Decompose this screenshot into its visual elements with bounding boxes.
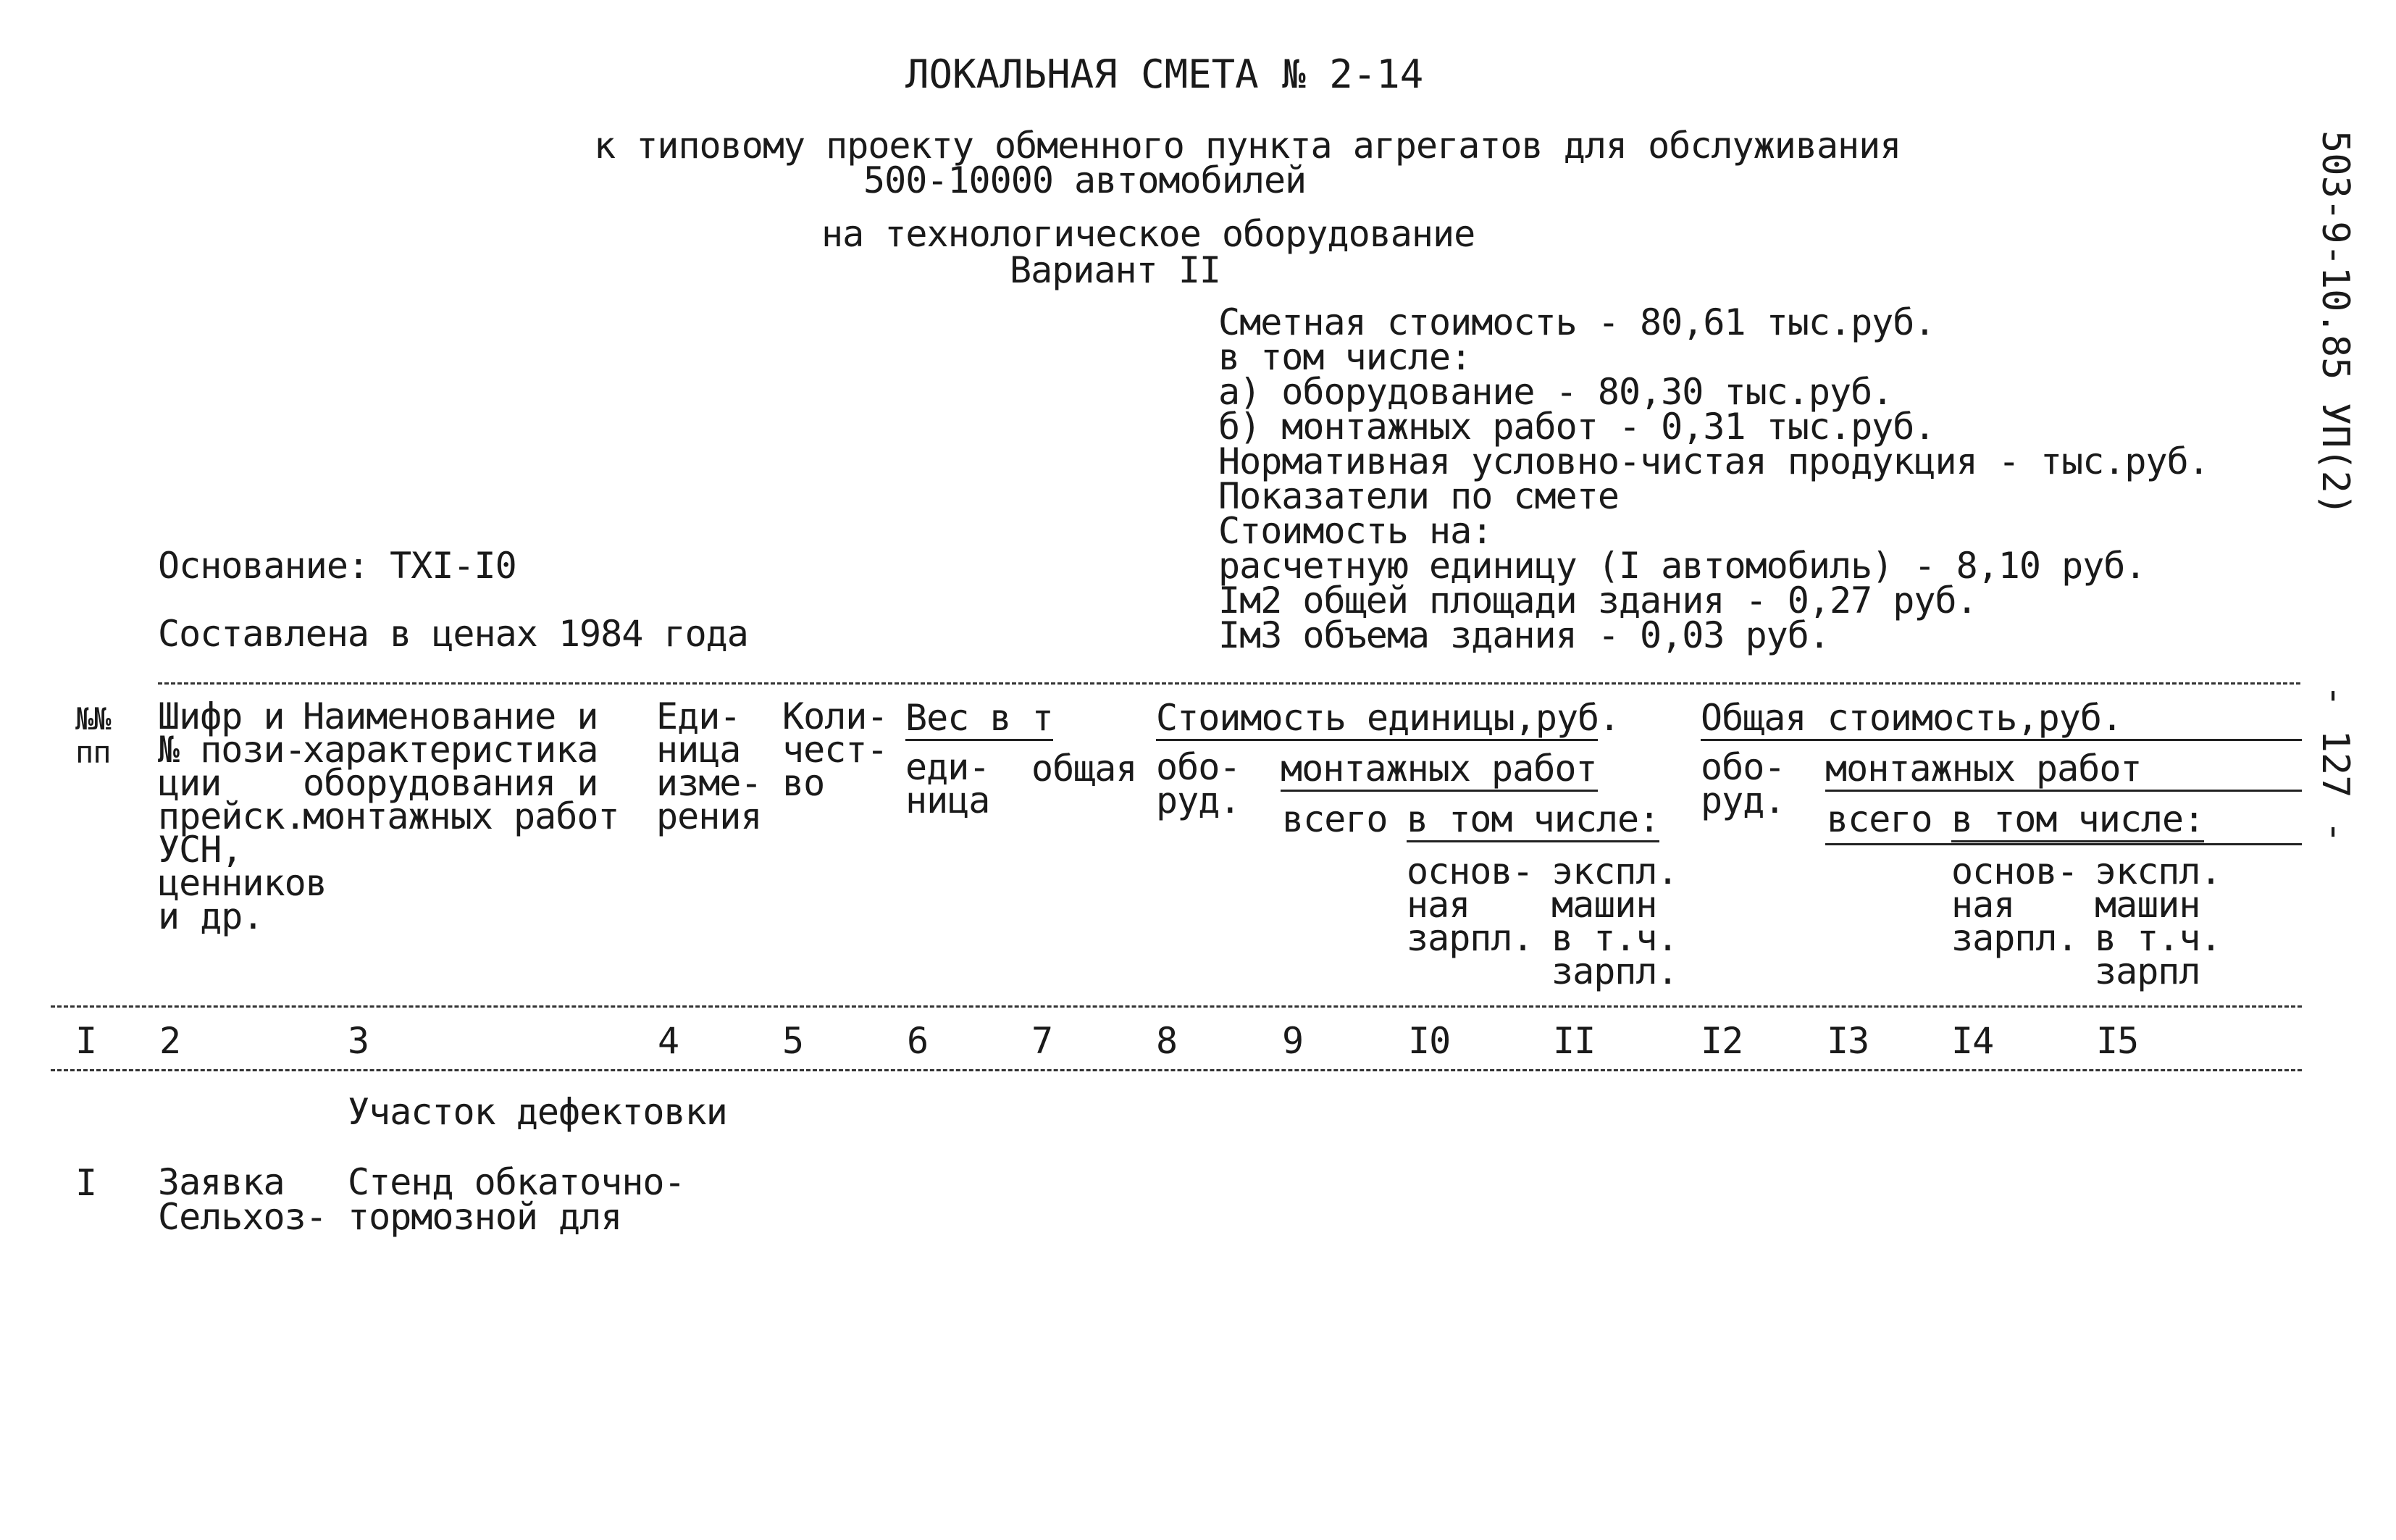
row-number: I xyxy=(75,1162,97,1204)
total-install-incl-rule xyxy=(1825,843,2302,845)
column-number: 4 xyxy=(658,1020,679,1062)
col-header-quantity: Коли- чест- во xyxy=(782,695,888,804)
total-install-total-label: всего xyxy=(1827,798,1932,840)
including-label: в том числе: xyxy=(1218,336,1472,378)
column-number: 5 xyxy=(782,1020,804,1062)
variant-line: Вариант II xyxy=(1010,249,1221,291)
col-header-weight-unit: еди- ница xyxy=(905,746,990,821)
column-number: 7 xyxy=(1031,1020,1053,1062)
row-code: Заявка Сельхоз- xyxy=(158,1161,327,1238)
unit-install-group-rule xyxy=(1281,790,1598,792)
total-install-incl-header xyxy=(1951,798,2205,840)
column-number: 3 xyxy=(348,1020,369,1062)
column-number: I4 xyxy=(1951,1020,1994,1062)
number-row-bottom-rule xyxy=(51,1069,2302,1071)
basis-text: Основание: ТХI-I0 xyxy=(158,545,516,587)
col-header-weight-total: общая xyxy=(1031,748,1137,790)
section-title: Участок дефектовки xyxy=(348,1091,727,1133)
col-header-code: Шифр и № пози- ции прейск. УСН, ценников и др. xyxy=(158,695,327,937)
total-install-incl-label: в том числе: xyxy=(1951,798,2204,842)
column-number: I3 xyxy=(1827,1020,1869,1062)
row-name: Стенд обкаточно- тормозной для xyxy=(348,1161,685,1238)
total-cost-group-header: Общая стоимость,руб. xyxy=(1701,697,2123,739)
cost-per-label: Стоимость на: xyxy=(1218,510,1493,552)
column-number: 2 xyxy=(159,1020,181,1062)
unit-install-group-header: монтажных работ xyxy=(1281,748,1597,790)
indicators-label: Показатели по смете xyxy=(1218,475,1619,517)
col-header-name: Наименование и характеристика оборудования и монтажных работ xyxy=(303,695,619,837)
unit-install-incl-label: в том числе: xyxy=(1407,798,1659,842)
subtitle-line-2: 500-10000 автомобилей xyxy=(863,159,1307,201)
column-number: I xyxy=(75,1020,97,1062)
column-number: 8 xyxy=(1156,1020,1178,1062)
equipment-cost: а) оборудование - 80,30 тыс.руб. xyxy=(1218,371,1893,413)
col-header-unit: Еди- ница изме- рения xyxy=(656,695,762,837)
col-header-unit-equipment: обо- руд. xyxy=(1156,746,1241,821)
col-header-total-base-salary: основ- ная зарпл. xyxy=(1951,850,2078,959)
net-production: Нормативная условно-чистая продукция - тыс.руб. xyxy=(1218,440,2209,482)
column-number: 6 xyxy=(907,1020,929,1062)
cost-per-m3: Iм3 объема здания - 0,03 руб. xyxy=(1218,614,1830,656)
column-number: I0 xyxy=(1408,1020,1451,1062)
column-number: I5 xyxy=(2096,1020,2139,1062)
col-header-unit-base-salary: основ- ная зарпл. xyxy=(1407,850,1533,959)
prices-text: Составлена в ценах 1984 года xyxy=(158,613,748,655)
col-header-total-machines: экспл. машин в т.ч. зарпл xyxy=(2095,850,2221,992)
table-top-rule xyxy=(158,682,2300,685)
column-number: II xyxy=(1553,1020,1596,1062)
subtitle-line-1: к типовому проекту обменного пункта агрегатов для обслуживания xyxy=(594,125,1901,167)
page-number: - 127 - xyxy=(2313,685,2357,844)
column-number: I2 xyxy=(1701,1020,1743,1062)
col-header-unit-machines: экспл. машин в т.ч. зарпл. xyxy=(1551,850,1678,992)
cost-per-m2: Iм2 общей площади здания - 0,27 руб. xyxy=(1218,579,1977,622)
header-bottom-rule xyxy=(51,1005,2302,1008)
weight-group-header xyxy=(905,697,1053,739)
unit-cost-group-header: Стоимость единицы,руб. xyxy=(1156,697,1620,739)
unit-install-total-label: всего xyxy=(1282,798,1388,840)
total-cost-group-rule xyxy=(1701,739,2302,741)
col-header-total-equipment: обо- руд. xyxy=(1701,746,1785,821)
object-line: на технологическое оборудование xyxy=(821,213,1475,255)
unit-cost-group-rule xyxy=(1156,739,1598,741)
total-install-group-header: монтажных работ xyxy=(1825,748,2142,790)
document-title: ЛОКАЛЬНАЯ СМЕТА № 2-14 xyxy=(905,51,1424,97)
weight-group-label: Вес в т xyxy=(905,697,1053,741)
unit-install-incl-header xyxy=(1407,798,1660,840)
total-install-group-rule xyxy=(1825,790,2302,792)
cost-per-unit: расчетную единицу (I автомобиль) - 8,10 руб. xyxy=(1218,545,2146,587)
col-header-number: №№ пп xyxy=(75,701,111,770)
column-number: 9 xyxy=(1282,1020,1304,1062)
estimated-cost: Сметная стоимость - 80,61 тыс.руб. xyxy=(1218,301,1935,343)
project-code-stamp: 503-9-10.85 УП(2) xyxy=(2313,130,2357,516)
installation-cost: б) монтажных работ - 0,31 тыс.руб. xyxy=(1218,406,1935,448)
